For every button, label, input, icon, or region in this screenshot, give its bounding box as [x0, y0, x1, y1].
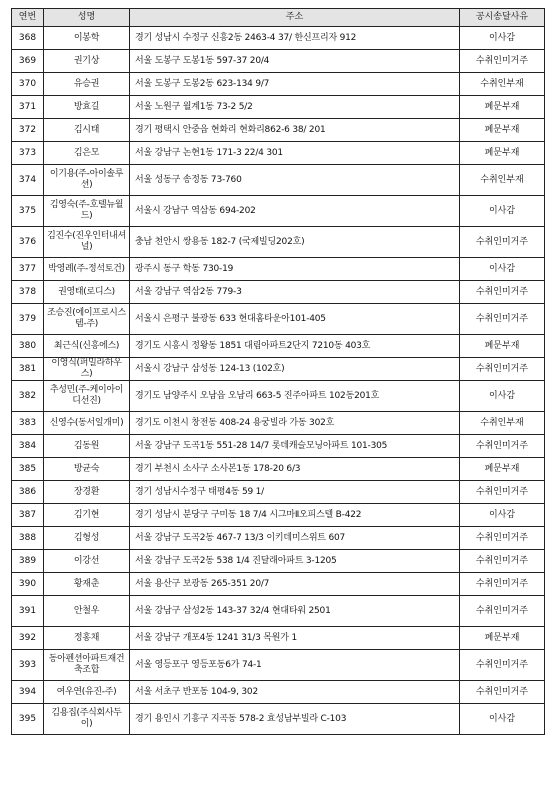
row-number: 368: [12, 27, 44, 50]
row-name: 최근식(신흥에스): [44, 335, 130, 358]
row-number: 389: [12, 550, 44, 573]
table-row: [12, 550, 545, 573]
row-number: 383: [12, 412, 44, 435]
row-address: 경기 성남시 수정구 신흥2동 2463-4 37/ 한신프리자 912: [130, 27, 460, 50]
row-number: 372: [12, 119, 44, 142]
row-address: 경기 성남시 분당구 구미동 18 7/4 시그마Ⅱ오피스텔 B-422: [130, 504, 460, 527]
row-reason: 폐문부재: [460, 96, 545, 119]
row-reason: 폐문부재: [460, 458, 545, 481]
row-name: 유승권: [44, 73, 130, 96]
row-reason: 수취인미거주: [460, 358, 545, 381]
row-name: 권영태(로디스): [44, 281, 130, 304]
row-address: 경기 평택시 안중읍 현화리 현화리862-6 38/ 201: [130, 119, 460, 142]
row-name: 조승진(에이프로시스템-주): [44, 304, 130, 335]
row-number: 381: [12, 358, 44, 381]
row-address: 경기도 남양주시 오남읍 오남리 663-5 진주아파트 102동201호: [130, 381, 460, 412]
row-reason: 수취인미거주: [460, 596, 545, 627]
row-name: 김영숙(주-호텔뉴월드): [44, 196, 130, 227]
header-name: 성명: [44, 9, 130, 27]
table-row: [12, 196, 545, 227]
document-page: [11, 8, 544, 735]
row-number: 375: [12, 196, 44, 227]
row-number: 377: [12, 258, 44, 281]
row-address: 서울 영등포구 영등포동6가 74-1: [130, 650, 460, 681]
table-row: [12, 504, 545, 527]
table-body: [12, 27, 545, 735]
row-address: 서울 강남구 도곡2동 467-7 13/3 이키데미스위트 607: [130, 527, 460, 550]
row-number: 374: [12, 165, 44, 196]
row-reason: 수취인미거주: [460, 304, 545, 335]
table-row: [12, 704, 545, 735]
row-address: 서울 서초구 반포동 104-9, 302: [130, 681, 460, 704]
row-reason: 수취인부재: [460, 165, 545, 196]
row-number: 386: [12, 481, 44, 504]
header-address: 주소: [130, 9, 460, 27]
row-address: 서울 용산구 보광동 265-351 20/7: [130, 573, 460, 596]
row-name: 이기용(주-아이솔루션): [44, 165, 130, 196]
table-row: [12, 335, 545, 358]
row-reason: 폐문부재: [460, 627, 545, 650]
row-name: 추성민(주-케이아이디선진): [44, 381, 130, 412]
table-row: [12, 50, 545, 73]
row-address: 경기 부천시 소사구 소사본1동 178-20 6/3: [130, 458, 460, 481]
row-address: 경기 성남시수정구 태평4동 59 1/: [130, 481, 460, 504]
table-row: [12, 412, 545, 435]
row-number: 379: [12, 304, 44, 335]
row-name: 박영례(주-정석토건): [44, 258, 130, 281]
row-address: 서울 강남구 도곡1동 551-28 14/7 롯데캐슬모닝아파트 101-305: [130, 435, 460, 458]
row-number: 393: [12, 650, 44, 681]
row-number: 376: [12, 227, 44, 258]
row-address: 경기도 시흥시 정왕동 1851 대림아파트2단지 7210동 403호: [130, 335, 460, 358]
table-row: [12, 627, 545, 650]
table-row: [12, 258, 545, 281]
row-reason: 수취인미거주: [460, 435, 545, 458]
row-name: 황재춘: [44, 573, 130, 596]
row-name: 안철우: [44, 596, 130, 627]
row-number: 392: [12, 627, 44, 650]
row-address: 서울시 은평구 불광동 633 현대홈타운아101-405: [130, 304, 460, 335]
row-name: 여우연(유진-주): [44, 681, 130, 704]
table-row: [12, 481, 545, 504]
table-row: [12, 358, 545, 381]
row-name: 이강선: [44, 550, 130, 573]
row-number: 385: [12, 458, 44, 481]
table-row: [12, 281, 545, 304]
table-row: [12, 96, 545, 119]
row-address: 서울 도봉구 도봉2동 623-134 9/7: [130, 73, 460, 96]
row-number: 390: [12, 573, 44, 596]
row-address: 서울시 강남구 역삼동 694-202: [130, 196, 460, 227]
row-reason: 수취인미거주: [460, 681, 545, 704]
table-row: [12, 119, 545, 142]
row-number: 384: [12, 435, 44, 458]
row-reason: 수취인부재: [460, 412, 545, 435]
row-name: 김동원: [44, 435, 130, 458]
row-number: 369: [12, 50, 44, 73]
row-reason: 폐문부재: [460, 119, 545, 142]
table-row: [12, 165, 545, 196]
row-number: 391: [12, 596, 44, 627]
row-number: 387: [12, 504, 44, 527]
table-row: [12, 458, 545, 481]
table-row: [12, 227, 545, 258]
row-reason: 수취인미거주: [460, 281, 545, 304]
row-address: 서울 도봉구 도봉1동 597-37 20/4: [130, 50, 460, 73]
row-address: 서울 강남구 개포4동 1241 31/3 목원가 1: [130, 627, 460, 650]
row-reason: 수취인미거주: [460, 573, 545, 596]
row-name: 김은모: [44, 142, 130, 165]
row-reason: 폐문부재: [460, 142, 545, 165]
row-number: 380: [12, 335, 44, 358]
row-address: 서울 성동구 송정동 73-760: [130, 165, 460, 196]
row-address: 서울 강남구 삼성2동 143-37 32/4 현대타워 2501: [130, 596, 460, 627]
header-number: 연번: [12, 9, 44, 27]
table-row: [12, 527, 545, 550]
table-row: [12, 650, 545, 681]
table-row: [12, 435, 545, 458]
row-name: 정홍채: [44, 627, 130, 650]
row-number: 373: [12, 142, 44, 165]
row-number: 378: [12, 281, 44, 304]
row-number: 395: [12, 704, 44, 735]
row-address: 서울 강남구 도곡2동 538 1/4 진달래아파트 3-1205: [130, 550, 460, 573]
row-reason: 이사감: [460, 27, 545, 50]
row-name: 방균숙: [44, 458, 130, 481]
table-row: [12, 573, 545, 596]
row-number: 394: [12, 681, 44, 704]
row-reason: 수취인미거주: [460, 227, 545, 258]
table-row: [12, 596, 545, 627]
table-header-row: [12, 9, 545, 27]
row-name: 신영수(동서일개미): [44, 412, 130, 435]
row-reason: 이사감: [460, 381, 545, 412]
row-address: 경기 용인시 기흥구 지곡동 578-2 효성남부빌라 C-103: [130, 704, 460, 735]
row-reason: 이사감: [460, 704, 545, 735]
table-row: [12, 142, 545, 165]
table-row: [12, 304, 545, 335]
row-name: 김기현: [44, 504, 130, 527]
row-address: 서울시 강남구 삼성동 124-13 (102호): [130, 358, 460, 381]
header-reason: 공시송달사유: [460, 9, 545, 27]
row-number: 388: [12, 527, 44, 550]
row-number: 371: [12, 96, 44, 119]
row-number: 370: [12, 73, 44, 96]
row-name: 김용집(주식회사두이): [44, 704, 130, 735]
row-name: 김시태: [44, 119, 130, 142]
row-reason: 수취인부재: [460, 73, 545, 96]
row-reason: 수취인미거주: [460, 550, 545, 573]
row-name: 이봉학: [44, 27, 130, 50]
row-name: 방효길: [44, 96, 130, 119]
row-name: 김진수(진우인터내셔널): [44, 227, 130, 258]
row-name: 권기상: [44, 50, 130, 73]
row-reason: 폐문부재: [460, 335, 545, 358]
row-name: 이영식(퍼밀라하우스): [44, 358, 130, 381]
service-notice-table: [11, 8, 545, 735]
row-address: 서울 강남구 역삼2동 779-3: [130, 281, 460, 304]
row-reason: 수취인미거주: [460, 481, 545, 504]
row-reason: 이사감: [460, 196, 545, 227]
table-row: [12, 681, 545, 704]
table-row: [12, 73, 545, 96]
row-number: 382: [12, 381, 44, 412]
row-address: 서울 강남구 논현1동 171-3 22/4 301: [130, 142, 460, 165]
row-reason: 수취인미거주: [460, 50, 545, 73]
table-row: [12, 27, 545, 50]
row-name: 김형성: [44, 527, 130, 550]
row-address: 경기도 이천시 창전동 408-24 용궁빌라 가동 302호: [130, 412, 460, 435]
row-name: 동아펜션아파트재건축조합: [44, 650, 130, 681]
row-address: 충남 천안시 쌍용동 182-7 (국제빌딩202호): [130, 227, 460, 258]
table-row: [12, 381, 545, 412]
row-reason: 수취인미거주: [460, 527, 545, 550]
row-address: 서울 노원구 월계1동 73-2 5/2: [130, 96, 460, 119]
row-reason: 이사감: [460, 504, 545, 527]
row-name: 장경환: [44, 481, 130, 504]
row-reason: 수취인미거주: [460, 650, 545, 681]
row-reason: 이사감: [460, 258, 545, 281]
row-address: 광주시 동구 학동 730-19: [130, 258, 460, 281]
